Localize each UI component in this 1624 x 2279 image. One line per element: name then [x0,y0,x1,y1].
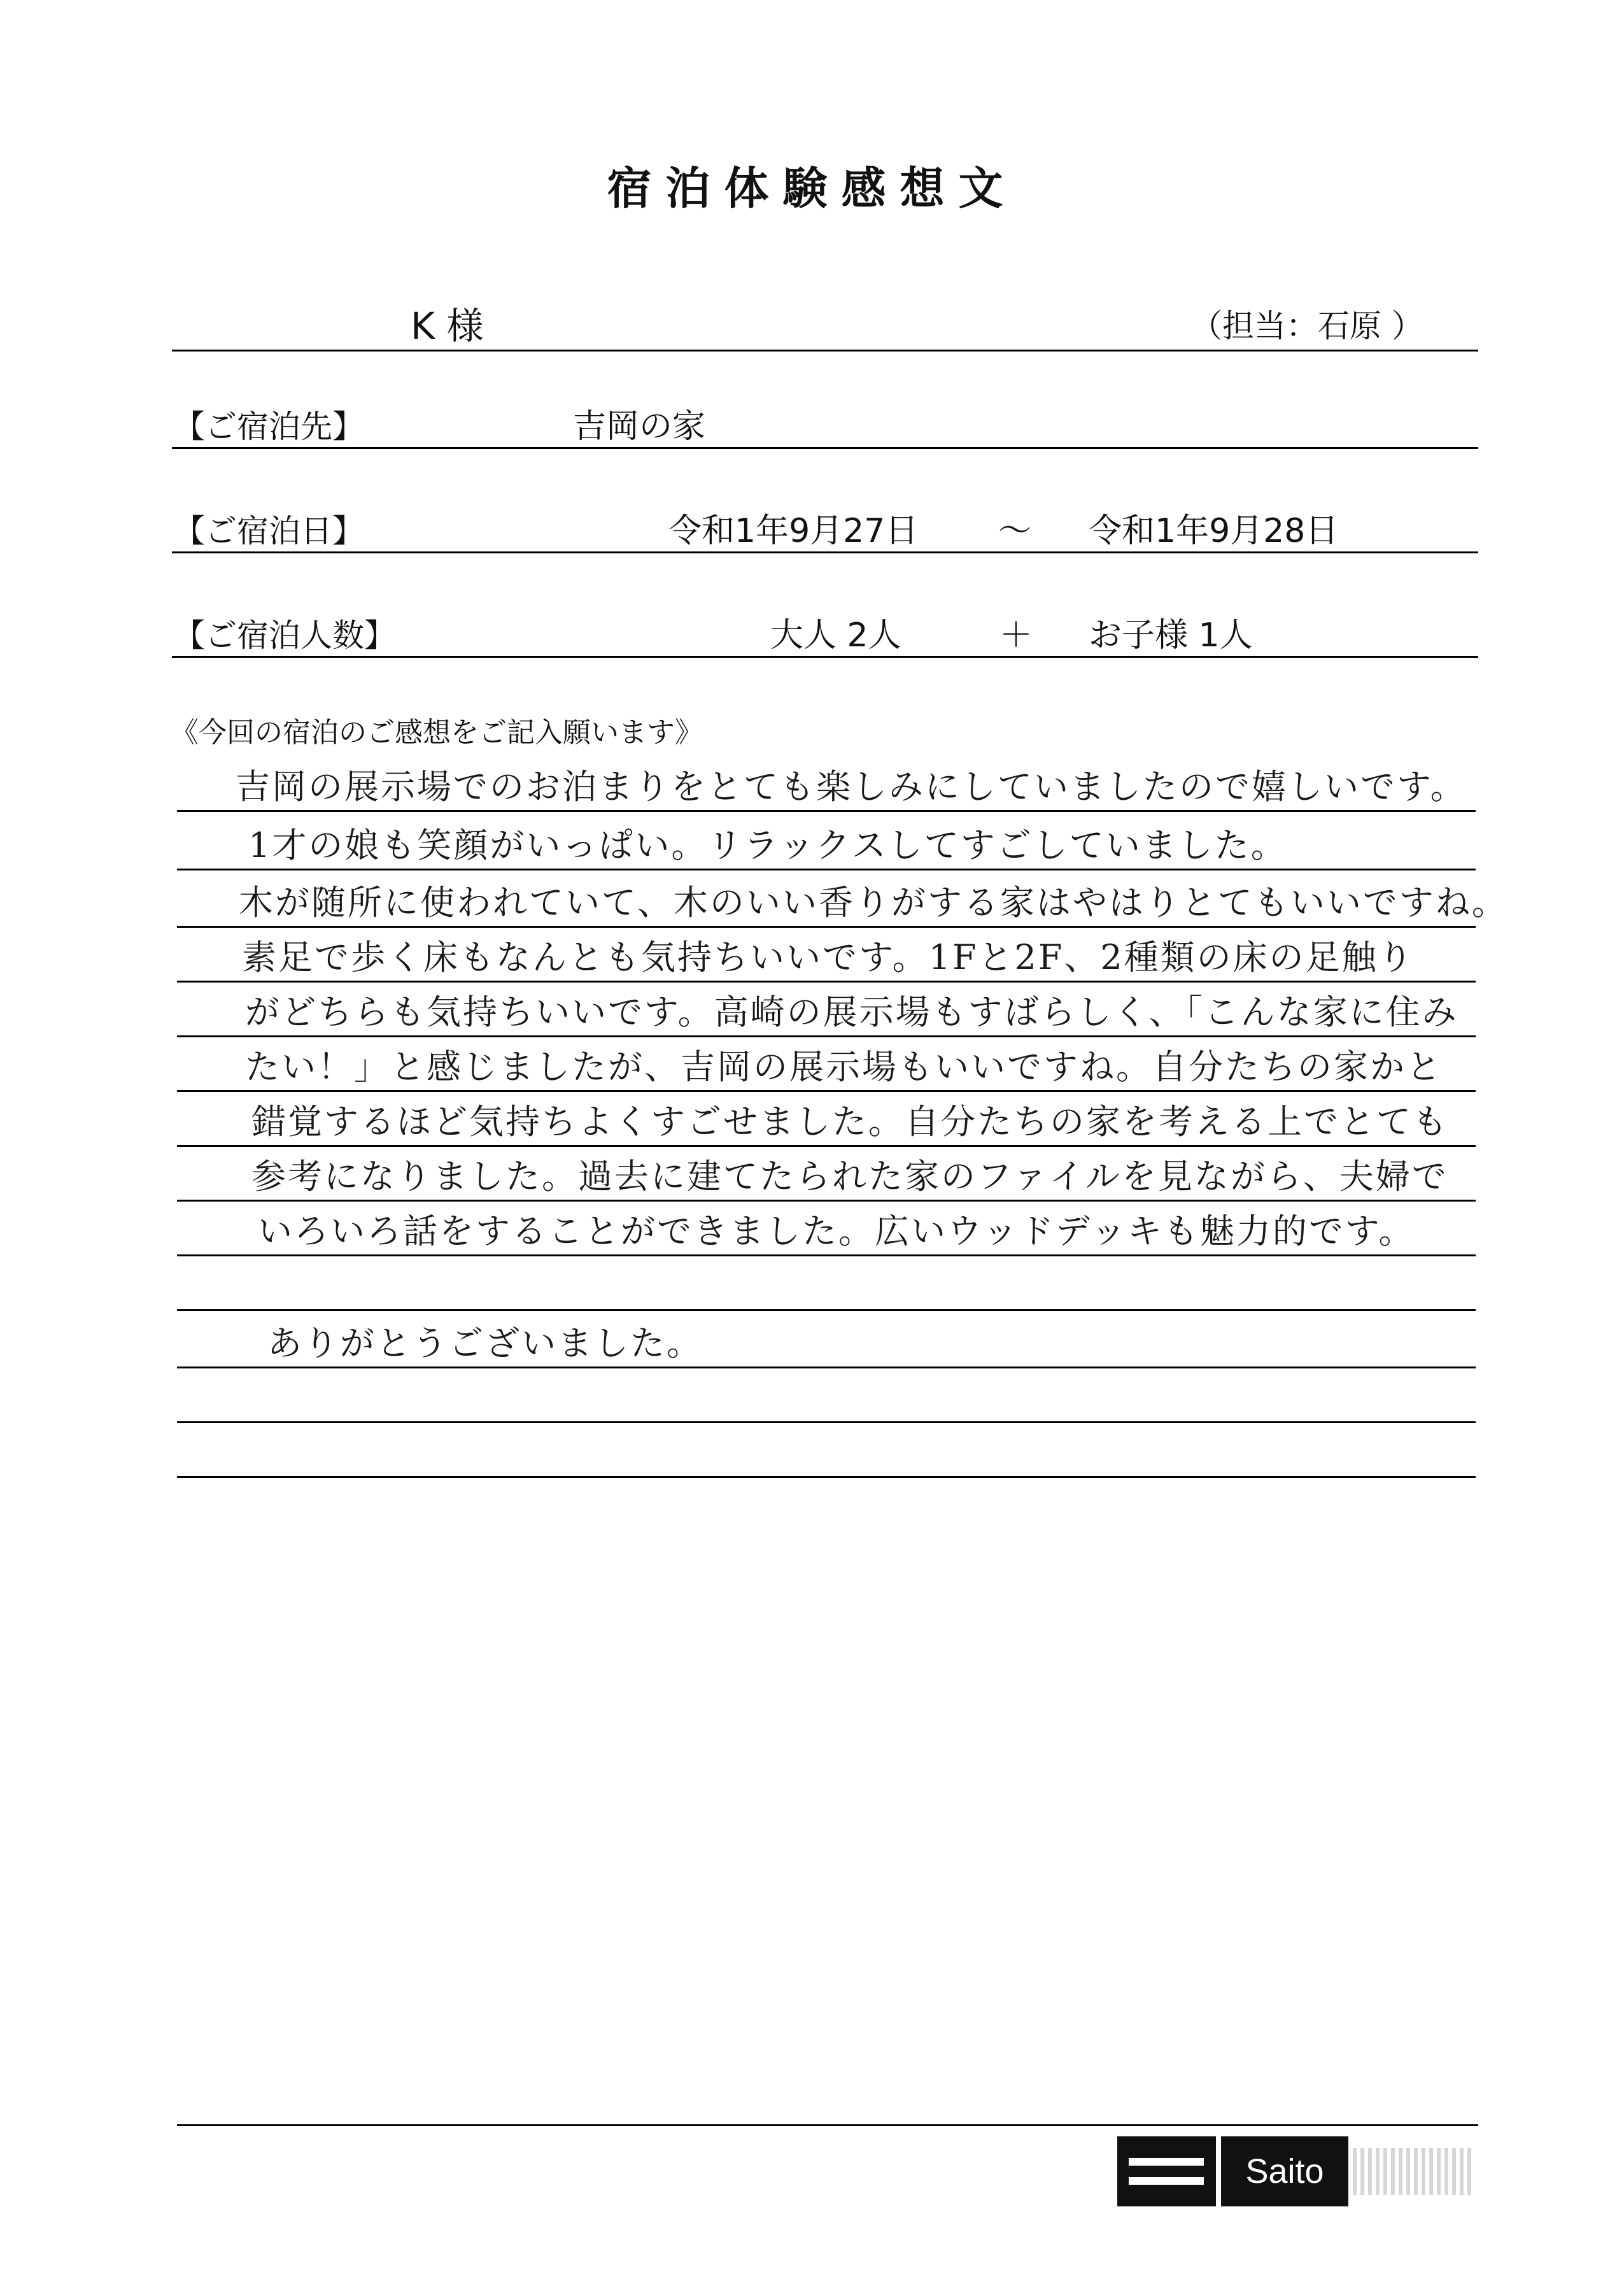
impressions-prompt: 《今回の宿泊のご感想をご記入願います》 [171,716,703,749]
writing-line [177,810,1476,812]
logo-mark-icon [1117,2136,1216,2206]
company-logo [1117,2136,1474,2206]
writing-line [177,1421,1476,1423]
writing-line [177,1035,1476,1037]
writing-line [177,1254,1476,1256]
writing-line [177,1309,1476,1311]
logo-tail-icon [1353,2148,1474,2195]
place-value: 吉岡の家 [573,408,706,446]
date-to: 令和1年9月28日 [1089,512,1339,550]
place-rule [172,447,1478,449]
date-rule [172,551,1478,553]
impression-line: ありがとうございました。 [267,1323,703,1363]
writing-line [177,926,1476,928]
header-rule [172,350,1478,351]
guests-label: 【ご宿泊人数】 [173,617,396,654]
footer-rule [177,2124,1478,2126]
impression-line: 吉岡の展示場でのお泊まりをとても楽しみにしていましたので嬉しいです。 [236,767,1467,807]
impression-line: 木が随所に使われていて、木のいい香りがする家はやはりとてもいいですね。 [239,883,1508,923]
writing-line [177,1476,1476,1478]
logo-brand: Saito [1221,2136,1348,2206]
writing-line [177,1090,1476,1092]
impression-line: いろいろ話をすることができました。広いウッドデッキも魅力的です。 [258,1211,1415,1251]
writing-line [177,1145,1476,1147]
date-label: 【ご宿泊日】 [173,513,364,550]
impression-line: 1才の娘も笑顔がいっぱい。リラックスしてすごしていました。 [248,825,1287,865]
guests-plus: ＋ [999,616,1033,655]
impression-line: がどちらも気持ちいいです。高崎の展示場もすばらしく、「こんな家に住み [245,992,1458,1032]
writing-line [177,1200,1476,1202]
impression-line: たい！」と感じましたが、吉岡の展示場もいいですね。自分たちの家かと [245,1047,1443,1087]
document-title: 宿泊体験感想文 [607,162,1017,215]
customer-name: K 様 [411,304,484,348]
date-from: 令和1年9月27日 [668,512,919,550]
guests-children: お子様 1人 [1089,616,1253,655]
writing-line [177,981,1476,983]
guests-rule [172,656,1478,658]
staff-in-charge: （担当：石原 ） [1190,308,1423,344]
impression-line: 参考になりました。過去に建てたられた家のファイルを見ながら、夫婦で [251,1156,1448,1196]
writing-line [177,869,1476,870]
writing-line [177,1367,1476,1368]
impression-line: 素足で歩く床もなんとも気持ちいいです。1Fと2F、2種類の床の足触り [242,937,1415,977]
impression-line: 錯覚するほど気持ちよくすごせました。自分たちの家を考える上でとても [251,1102,1449,1142]
place-label: 【ご宿泊先】 [173,408,364,445]
guests-adults: 大人 2人 [770,616,901,655]
date-separator: ～ [998,512,1032,550]
